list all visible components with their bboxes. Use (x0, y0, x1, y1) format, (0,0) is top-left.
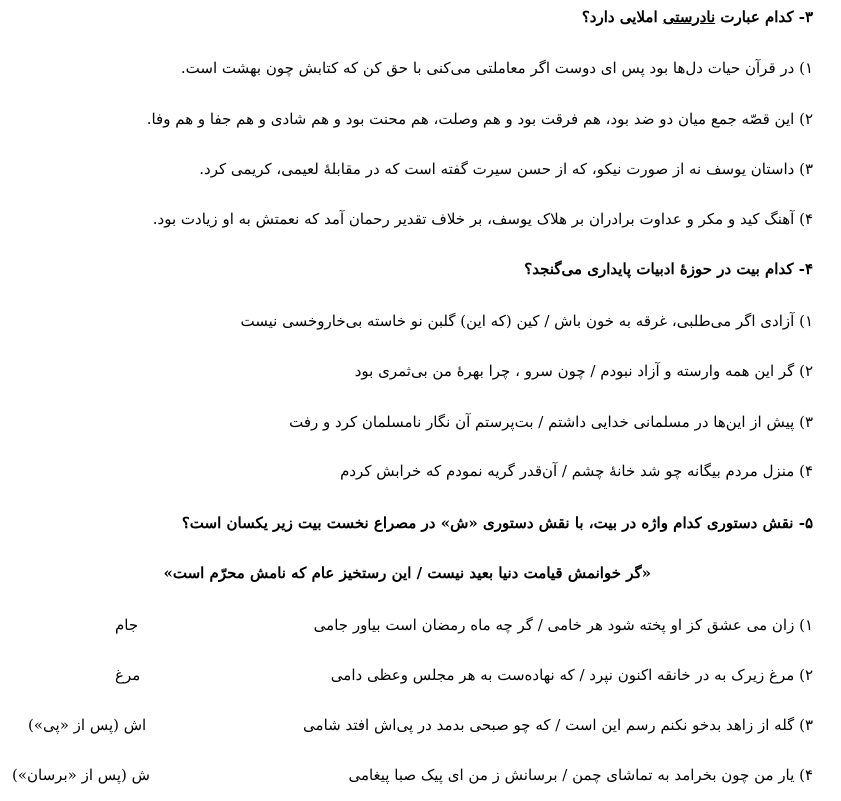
question-4-option-2[interactable]: ۲) گر این همه وارسته و آزاد نبودم / چون سرو ، چرا بهرهٔ من بی‌ثمری بود (354, 362, 813, 380)
question-3-number: ۳- (798, 8, 813, 26)
question-5-option-3-answer: اش (پس از «پی») (28, 716, 147, 734)
question-5-title: ۵- نقش دستوری کدام واژه در بیت، با نقش دستوری «ش» در مصراع نخست بیت زیر یکسان است؟ (181, 514, 813, 532)
question-5-option-3[interactable]: ۳) گله از زاهد بدخو نکنم رسم این است / که چو صبحی بدمد در پی‌اش افتد شامی (303, 716, 813, 734)
question-5-option-1[interactable]: ۱) زان می عشق کز او پخته شود هر خامی / گر چه ماه رمضان است بیاور جامی (313, 616, 813, 634)
question-3-option-1[interactable]: ۱) در قرآن حیات دل‌ها بود پس ای دوست اگر معاملتی می‌کنی با حق کن که کتابش چون بهشت است. (180, 59, 813, 77)
question-4-option-1[interactable]: ۱) آزادی اگر می‌طلبی، غرقه به خون باش / کین (که این) گلبن نو خاسته بی‌خاروخسی نیست (240, 312, 813, 330)
question-5-option-1-answer: جام (115, 616, 139, 634)
question-5-quote: «گر خوانمش قیامت دنیا بعید نیست / این رستخیز عام که نامش محرّم است» (163, 564, 651, 582)
question-5-option-4-answer: ش (پس از «برسان») (12, 766, 150, 784)
question-5-option-2[interactable]: ۲) مرغ زیرک به در خانقه اکنون نپرد / که نهاده‌ست به هر مجلس وعظی دامی (330, 666, 813, 684)
question-3-option-4[interactable]: ۴) آهنگ کید و مکر و عداوت برادران بر هلاک یوسف، بر خلاف تقدیر رحمان آمد که نعمتش به او زیادت بود. (152, 210, 813, 228)
question-3-prefix: کدام عبارت (720, 8, 794, 26)
question-3-underlined: نادرستی (662, 8, 716, 26)
question-3-title (582, 7, 813, 27)
question-5-option-2-answer: مرغ (115, 666, 141, 684)
question-3-suffix: املایی دارد؟ (581, 8, 658, 26)
question-3-option-3[interactable]: ۳) داستان یوسف نه از صورت نیکو، که از حسن سیرت گفته است که در مقابلهٔ لعیمی، کریمی کرد. (199, 160, 813, 178)
question-5-option-4[interactable]: ۴) یار من چون بخرامد به تماشای چمن / برسانش ز من ای پیک صبا پیغامی (348, 766, 813, 784)
question-4-option-3[interactable]: ۳) پیش از این‌ها در مسلمانی خدایی داشتم / بت‌پرستم آن نگار نامسلمان کرد و رفت (289, 413, 813, 431)
question-4-title: ۴- کدام بیت در حوزهٔ ادبیات پایداری می‌گنجد؟ (524, 260, 813, 278)
question-3-option-2[interactable]: ۲) این قصّه جمع میان دو ضد بود، هم فرقت بود و هم وصلت، هم محنت بود و هم شادی و هم جفا و هم وفا. (146, 110, 813, 128)
question-4-option-4[interactable]: ۴) منزل مردم بیگانه چو شد خانهٔ چشم / آن‌قدر گریه نمودم که خرابش کردم (340, 462, 813, 480)
